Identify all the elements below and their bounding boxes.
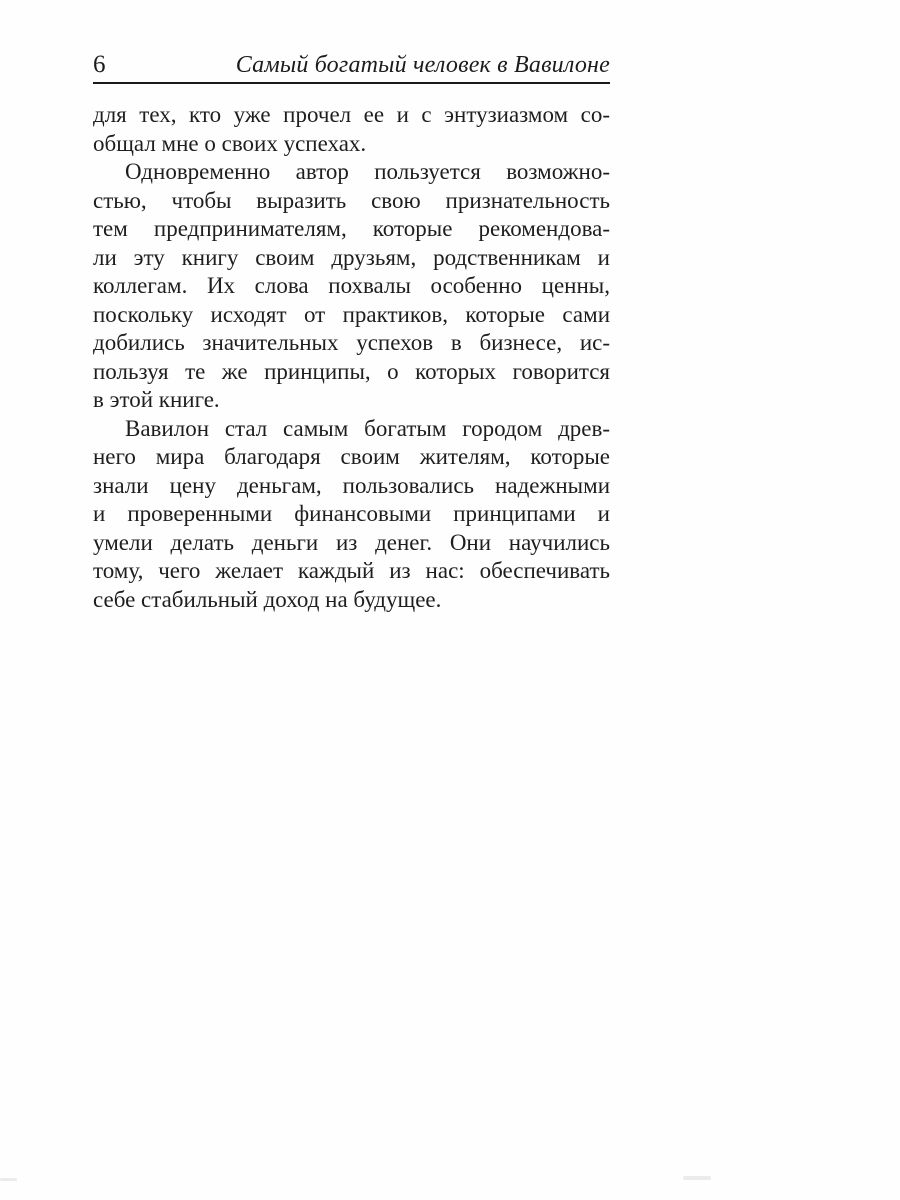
text-line: себе стабильный доход на будущее. [93,586,442,612]
text-line: него мира благодаря своим жителям, которые [93,444,610,469]
page-body [93,101,610,614]
text-line: пользуя те же принципы, о которых говорится [93,358,610,384]
page-content [93,52,610,614]
page-number: 6 [93,51,106,78]
text-line: поскольку исходят от практиков, которые сами [93,301,610,327]
text-line: добились значительных успехов в бизнесе, ис- [93,330,610,355]
running-header [93,52,610,84]
text-line: тому, чего желает каждый из нас: обеспечивать [93,558,610,583]
faint-scan-mark [683,1176,711,1180]
paragraph [93,158,610,415]
running-title: Самый богатый человек в Вавилоне [235,52,610,78]
text-line: и проверенными финансовыми принципами и [93,501,610,526]
paragraph [93,415,610,615]
text-line: для тех, кто уже прочел ее и с энтузиазмом со- [93,102,610,127]
faint-scan-mark [0,1178,17,1181]
text-line: тем предпринимателям, которые рекомендова- [93,216,610,241]
text-line: ли эту книгу своим друзьям, родственникам и [93,244,610,270]
text-line: в этой книге. [93,387,220,412]
text-line: общал мне о своих успехах. [93,130,367,156]
text-line: коллегам. Их слова похвалы особенно ценны, [93,273,610,298]
text-line: знали цену деньгам, пользовались надежными [93,472,610,498]
paragraph [93,101,610,158]
text-line: умели делать деньги из денег. Они научились [93,529,610,555]
text-line: Вавилон стал самым богатым городом древ- [125,415,610,441]
text-line: Одновременно автор пользуется возможно- [125,159,610,184]
text-line: стью, чтобы выразить свою признательность [93,187,610,213]
